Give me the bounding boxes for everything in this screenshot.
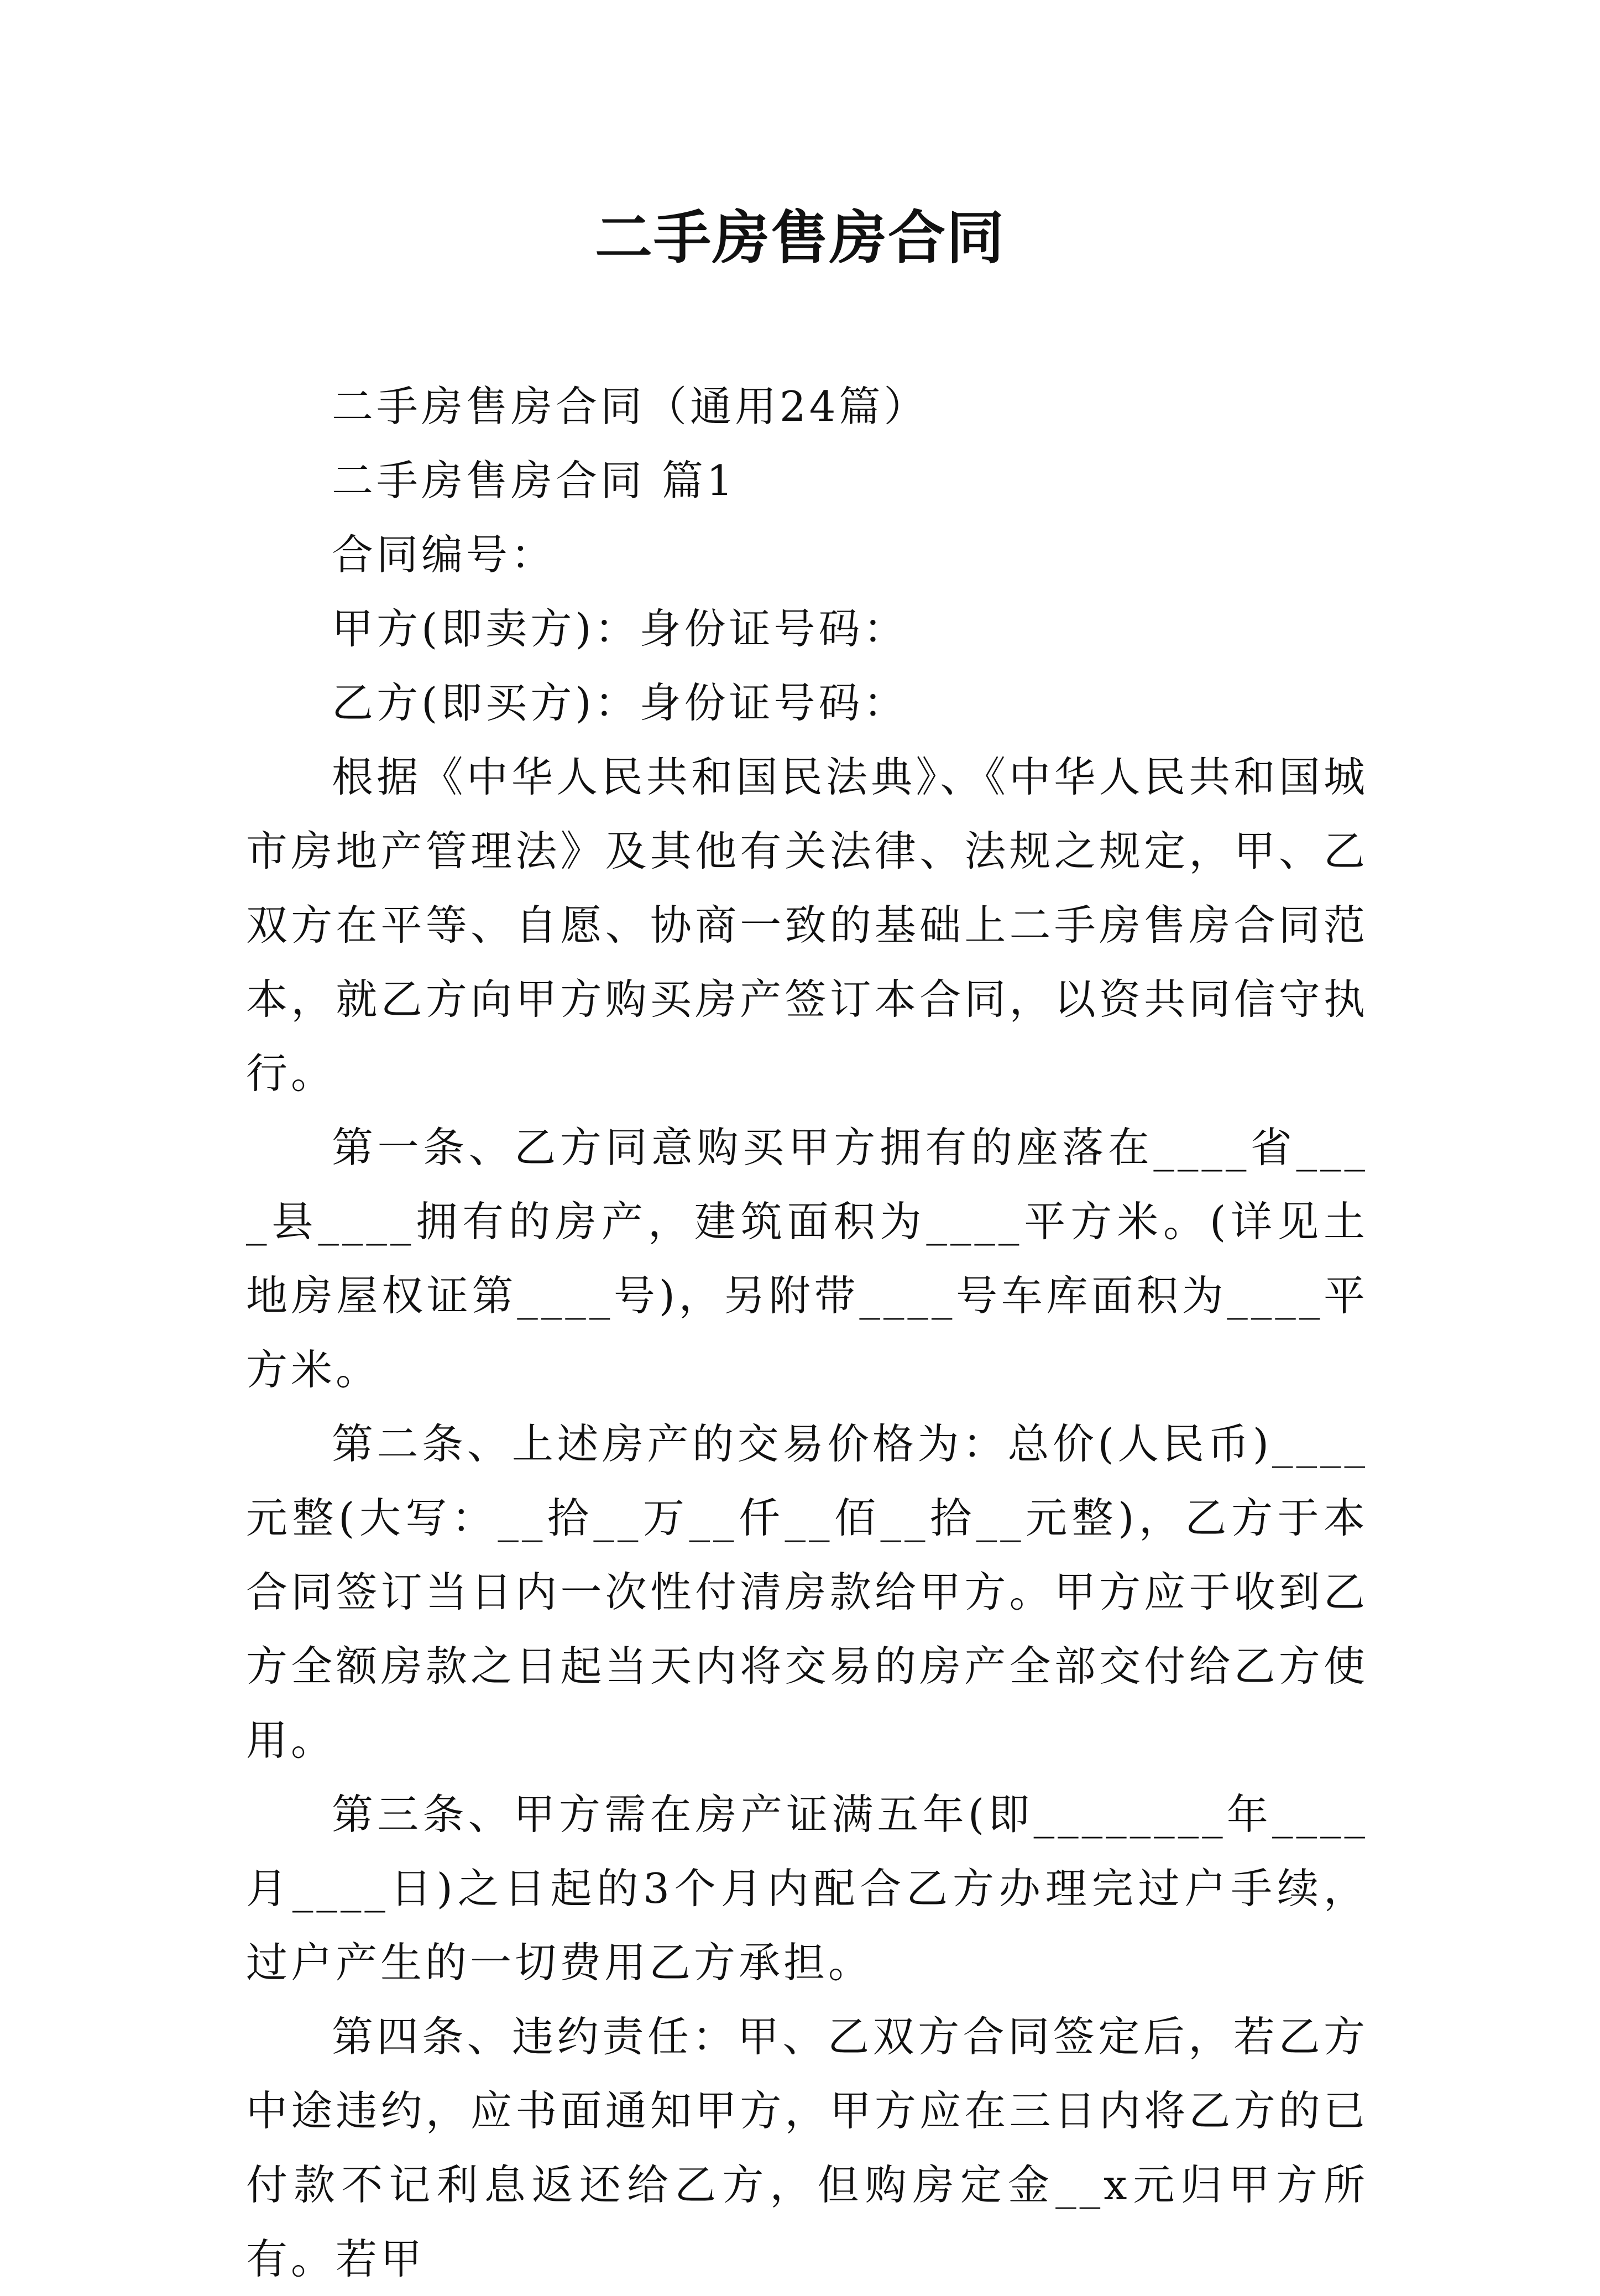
paragraph-party-b: 乙方(即买方)：身份证号码： xyxy=(332,679,908,727)
paragraph-article-1: 第一条、乙方同意购买甲方拥有的座落在____省____县____拥有的房产，建筑面积为____平方米。(详见土地房屋权证第____号)，另附带____号车库面积为____平方米。 xyxy=(246,1123,1368,1394)
paragraph-preamble: 根据《中华人民共和国民法典》、《中华人民共和国城市房地产管理法》及其他有关法律、法规之规定，甲、乙双方在平等、自愿、协商一致的基础上二手房售房合同范本，就乙方向甲方购买房产签订本合同，以资共同信守执行。 xyxy=(246,753,1368,1098)
paragraph-article-4: 第四条、违约责任：甲、乙双方合同签定后，若乙方中途违约，应书面通知甲方，甲方应在三日内将乙方的已付款不记利息返还给乙方，但购房定金__x元归甲方所有。若甲 xyxy=(246,2012,1368,2283)
paragraph-contract-number: 合同编号： xyxy=(332,530,556,579)
paragraph-article-3: 第三条、甲方需在房产证满五年(即________年____月____日)之日起的3个月内配合乙方办理完过户手续，过户产生的一切费用乙方承担。 xyxy=(246,1790,1368,1987)
paragraph-subtitle: 二手房售房合同（通用24篇） xyxy=(332,382,929,431)
paragraph-article-2: 第二条、上述房产的交易价格为：总价(人民币)____元整(大写：__拾__万__仟__佰__拾__元整)，乙方于本合同签订当日内一次性付清房款给甲方。甲方应于收到乙方全额房款之日起当天内将交易的房产全部交付给乙方使用。 xyxy=(246,1420,1368,1765)
paragraph-section-heading: 二手房售房合同 篇1 xyxy=(332,456,736,505)
paragraph-party-a: 甲方(即卖方)：身份证号码： xyxy=(332,604,908,653)
document-body xyxy=(246,369,1368,2296)
document-title: 二手房售房合同 xyxy=(594,203,1005,272)
